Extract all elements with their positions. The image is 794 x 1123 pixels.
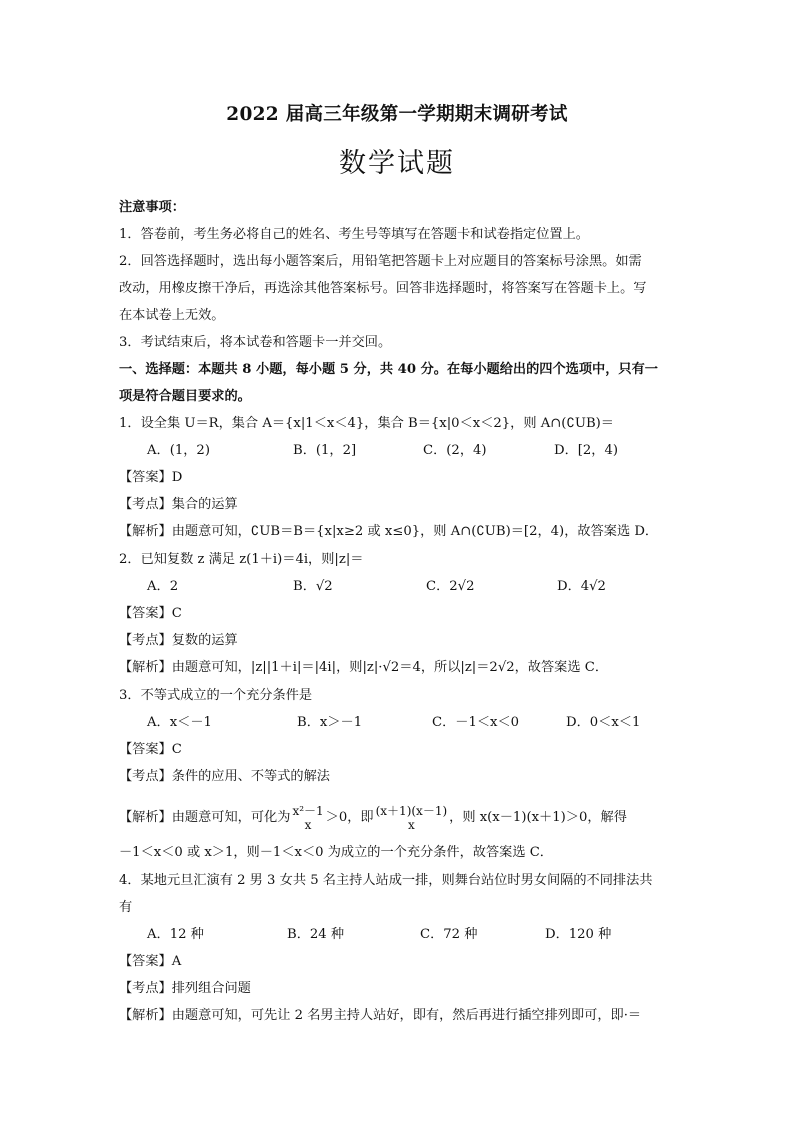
q2-answer: 【答案】C: [119, 606, 182, 621]
q1-topic: 【考点】集合的运算: [119, 497, 238, 512]
q1-option-d: D．[2，4): [554, 443, 619, 458]
q1-option-a: A．(1，2): [147, 443, 210, 458]
q1-stem: 1．设全集 U＝R，集合 A＝{x|1＜x＜4}，集合 B＝{x|0＜x＜2}，则 A∩(∁UB)＝: [119, 416, 614, 431]
q2-option-d: D．4√2: [557, 579, 606, 594]
q2-stem: 2．已知复数 z 满足 z(1＋i)＝4i，则|z|＝: [119, 552, 364, 567]
notice-item-3: 3．考试结束后，将本试卷和答题卡一并交回。: [119, 335, 392, 350]
q3-option-a: A．x＜－1: [147, 715, 212, 730]
q3-option-c: C．－1＜x＜0: [432, 715, 520, 730]
q3-fraction-2: [376, 804, 448, 832]
q3-analysis-part-c: ，则 x(x－1)(x＋1)＞0，解得: [449, 810, 627, 825]
q3-analysis-part-a: 【解析】由题意可知，可化为: [119, 810, 291, 825]
exam-title: 2022 届高三年级第一学期期末调研考试: [226, 104, 568, 125]
q3-option-b: B．x＞－1: [297, 715, 363, 730]
q4-analysis: 【解析】由题意可知，可先让 2 名男主持人站好，即有，然后再进行插空排列即可，即·＝: [119, 1008, 642, 1023]
section-intro-line-2: 项是符合题目要求的。: [119, 389, 251, 404]
q3-fraction-1: [292, 804, 323, 832]
notice-item-2-cont: 改动，用橡皮擦干净后，再选涂其他答案标号。回答非选择题时，将答案写在答题卡上。写: [119, 281, 647, 296]
q4-option-b: B．24 种: [287, 927, 345, 942]
notice-heading: 注意事项：: [119, 200, 185, 215]
q3-fraction-1-denominator: x: [304, 817, 312, 832]
section-intro-line-1: 一、选择题：本题共 8 小题，每小题 5 分，共 40 分。在每小题给出的四个选项中，只有一: [119, 362, 658, 377]
q3-analysis-line-1: [119, 800, 689, 836]
q4-answer: 【答案】A: [119, 954, 182, 969]
q1-option-c: C．(2，4): [423, 443, 487, 458]
q1-answer: 【答案】D: [119, 470, 183, 485]
q3-answer: 【答案】C: [119, 742, 182, 757]
q4-option-c: C．72 种: [420, 927, 478, 942]
q2-option-a: A．2: [147, 579, 179, 594]
q3-analysis-part-b: ＞0，即: [325, 810, 374, 825]
q3-analysis-line-2: －1＜x＜0 或 x＞1，则－1＜x＜0 为成立的一个充分条件，故答案选 C．: [119, 845, 553, 860]
q2-topic: 【考点】复数的运算: [119, 633, 238, 648]
q4-topic: 【考点】排列组合问题: [119, 981, 251, 996]
q3-fraction-2-denominator: x: [407, 817, 415, 832]
q1-option-b: B．(1，2]: [293, 443, 357, 458]
q3-stem: 3．不等式成立的一个充分条件是: [119, 688, 313, 703]
q4-option-d: D．120 种: [545, 927, 612, 942]
q3-option-d: D．0＜x＜1: [566, 715, 641, 730]
q3-topic: 【考点】条件的应用、不等式的解法: [119, 769, 330, 784]
q2-option-c: C．2√2: [426, 579, 475, 594]
q4-stem-line-2: 有: [119, 900, 133, 915]
q3-fraction-2-numerator: (x＋1)(x－1): [375, 803, 448, 818]
q3-fraction-1-numerator: x²－1: [292, 803, 324, 818]
q4-stem-line-1: 4．某地元旦汇演有 2 男 3 女共 5 名主持人站成一排，则舞台站位时男女间隔的不同排法共: [119, 873, 653, 888]
q2-analysis: 【解析】由题意可知，|z||1＋i|＝|4i|，则|z|·√2＝4，所以|z|＝2√2，故答案选 C．: [119, 660, 609, 675]
notice-item-2: 2．回答选择题时，选出每小题答案后，用铅笔把答题卡上对应题目的答案标号涂黑。如需: [119, 254, 642, 269]
q2-option-b: B．√2: [293, 579, 333, 594]
q1-analysis: 【解析】由题意可知，∁UB＝B＝{x|x≥2 或 x≤0}，则 A∩(∁UB)＝[2，4)，故答案选 D．: [119, 524, 659, 539]
notice-item-1: 1．答卷前，考生务必将自己的姓名、考生号等填写在答题卡和试卷指定位置上。: [119, 227, 589, 242]
subject-title: 数学试题: [339, 148, 455, 179]
notice-item-2-end: 在本试卷上无效。: [119, 308, 225, 323]
q4-option-a: A．12 种: [147, 927, 204, 942]
